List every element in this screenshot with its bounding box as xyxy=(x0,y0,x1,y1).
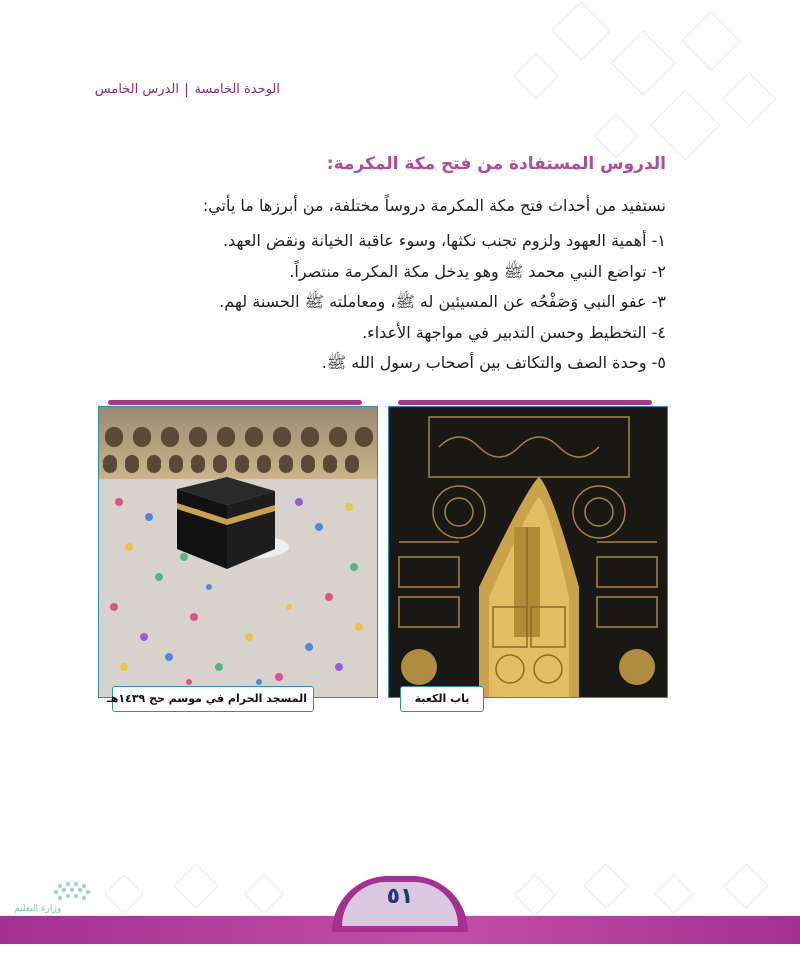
kaaba-door-illustration xyxy=(389,407,667,697)
footer-bottom-strip xyxy=(0,944,800,960)
intro-paragraph: نستفيد من أحداث فتح مكة المكرمة دروساً مختلفة، من أبرزها ما يأتي: xyxy=(202,196,666,215)
header-divider xyxy=(186,83,188,97)
page-number: ٥١ xyxy=(386,884,414,909)
unit-label: الوحدة الخامسة xyxy=(194,82,280,97)
right-caption: باب الكعبة xyxy=(400,686,484,712)
list-item: ١- أهمية العهود ولزوم تجنب نكثها، وسوء عاقبة الخيانة ونقض العهد. xyxy=(222,231,666,250)
list-item: ٤- التخطيط وحسن التدبير في مواجهة الأعداء. xyxy=(362,322,666,342)
left-photo-bar xyxy=(108,400,362,405)
list-item: ٢- تواضع النبي محمد ﷺ وهو يدخل مكة المكرمة منتصراً. xyxy=(289,261,666,281)
lessons-list xyxy=(219,226,666,379)
page-header xyxy=(95,82,280,97)
section-title: الدروس المستفادة من فتح مكة المكرمة: xyxy=(326,154,666,174)
left-caption: المسجد الحرام في موسم حج ١٤٣٩هـ xyxy=(112,686,314,712)
right-photo-bar xyxy=(398,400,652,405)
masjid-haram-illustration xyxy=(99,407,377,697)
list-item: ٣- عفو النبي وَصَفْحُه عن المسيئين له ﷺ، ومعاملته ﷺ الحسنة لهم. xyxy=(219,292,666,311)
list-item: ٥- وحدة الصف والتكاتف بين أصحاب رسول الله ﷺ. xyxy=(321,353,666,372)
masjid-haram-photo xyxy=(98,406,378,698)
lesson-label: الدرس الخامس xyxy=(94,82,179,97)
kaaba-door-photo xyxy=(388,406,668,698)
ministry-name: وزارة التعليم xyxy=(14,904,62,914)
